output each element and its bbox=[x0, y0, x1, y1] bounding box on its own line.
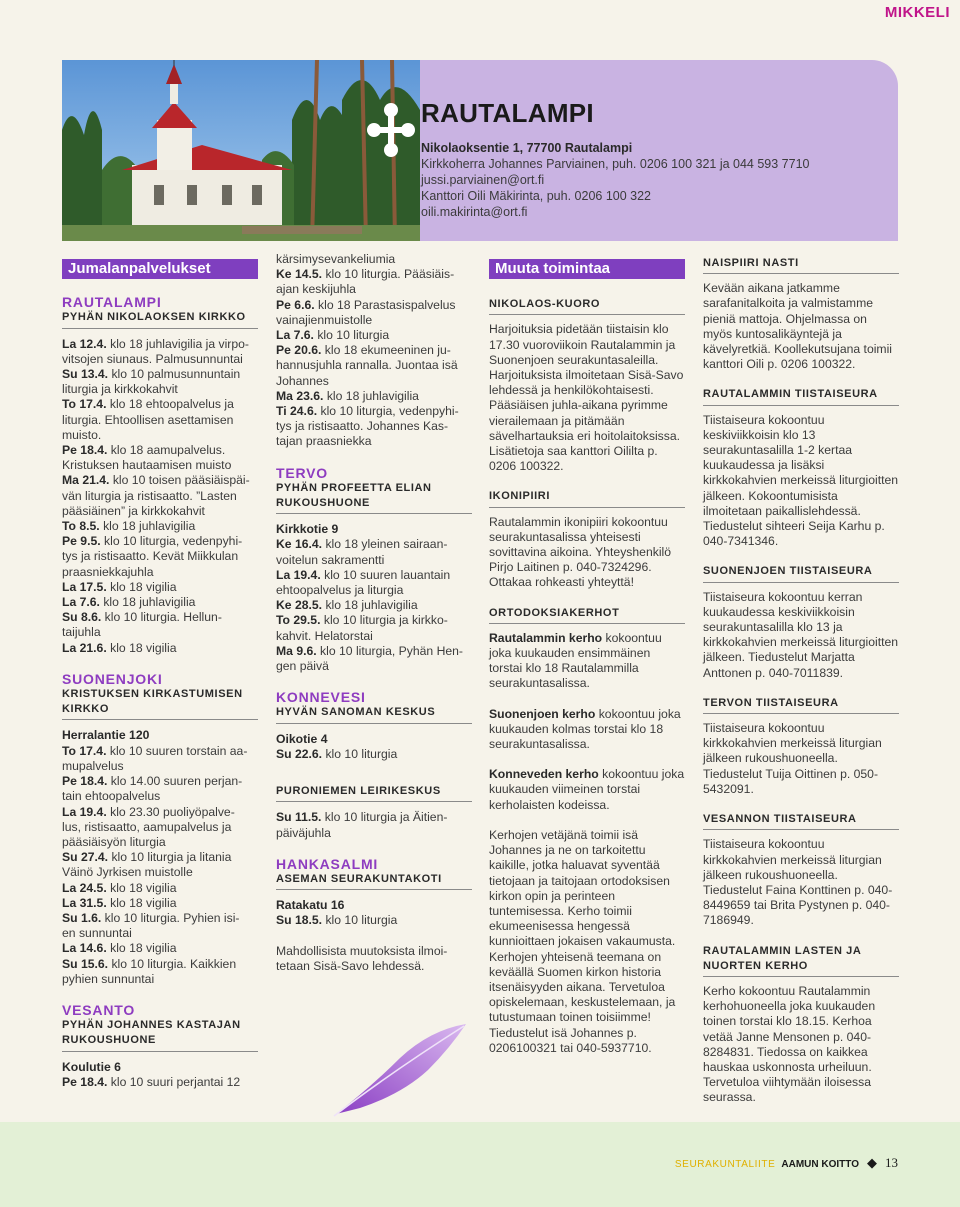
schedule-text: en sunnuntai bbox=[62, 926, 132, 941]
schedule-line bbox=[62, 972, 258, 987]
schedule-text: ajan keskijuhla bbox=[276, 282, 356, 297]
schedule-line bbox=[276, 659, 472, 674]
schedule-line bbox=[276, 282, 472, 297]
box-title-activities: Muuta toimintaa bbox=[489, 259, 685, 279]
club-text: Tiistaiseura kokoontuu keskiviikkoisin klo 13 seurakuntasalilla 1-2 kertaa kuukaudessa ja lisäksi kirkkokahvien merkeissä liturgioitten jälkeen. Kokoontumisista ilmoitetaan paikallislehdessä. Tiedustelut sihteeri Seija Karhu p. 040-7341346. bbox=[703, 412, 899, 549]
schedule-text: päiväjuhla bbox=[276, 825, 331, 840]
schedule-date: Pe 6.6. bbox=[276, 297, 315, 312]
header-line: Kirkkoherra Johannes Parviainen, puh. 0206 100 321 ja 044 593 7710 bbox=[421, 157, 810, 171]
schedule-date: Su 11.5. bbox=[276, 810, 322, 825]
schedule-line bbox=[62, 820, 258, 835]
activity-paragraph bbox=[489, 515, 685, 591]
schedule-line bbox=[62, 957, 258, 972]
schedule-text: klo 18 juhlavigilia bbox=[322, 598, 418, 613]
region-label: MIKKELI bbox=[884, 4, 950, 21]
schedule-date: La 24.5. bbox=[62, 880, 107, 895]
schedule-date: Pe 9.5. bbox=[62, 534, 101, 549]
header-line: oili.makirinta@ort.fi bbox=[421, 205, 528, 219]
schedule-date: Pe 20.6. bbox=[276, 343, 322, 358]
schedule-line bbox=[276, 629, 472, 644]
schedule-text: voitelun sakramentti bbox=[276, 552, 385, 567]
schedule-text: gen päivä bbox=[276, 659, 329, 674]
schedule-line bbox=[276, 389, 472, 404]
schedule-line bbox=[62, 911, 258, 926]
schedule-line bbox=[62, 1075, 258, 1090]
activity-heading: NIKOLAOS-KUORO bbox=[489, 297, 685, 315]
schedule-text: klo 10 liturgia. Pääsiäis- bbox=[322, 267, 455, 282]
schedule-line bbox=[62, 580, 258, 595]
schedule-text: klo 10 liturgia. Hellun- bbox=[101, 610, 222, 625]
schedule-date: To 17.4. bbox=[62, 743, 107, 758]
schedule-line bbox=[276, 328, 472, 343]
schedule-date: Su 1.6. bbox=[62, 910, 102, 925]
schedule-line bbox=[62, 641, 258, 656]
schedule-line bbox=[276, 419, 472, 434]
header-title: RAUTALAMPI bbox=[421, 98, 594, 128]
schedule-line bbox=[62, 835, 258, 850]
schedule-date: To 17.4. bbox=[62, 397, 107, 412]
schedule-line bbox=[276, 568, 472, 583]
section-venue: PURONIEMEN LEIRIKESKUS bbox=[276, 784, 472, 802]
box-title-services: Jumalanpalvelukset bbox=[62, 259, 258, 279]
schedule-text: klo 10 suuri perjantai 12 bbox=[107, 1074, 241, 1089]
schedule-line bbox=[276, 313, 472, 328]
activity-group: Konneveden kerho bbox=[489, 767, 599, 782]
schedule-line bbox=[62, 473, 258, 488]
schedule-text: klo 18 vigilia bbox=[106, 895, 177, 910]
schedule-text: klo 18 vigilia bbox=[106, 579, 177, 594]
schedule-text: tetaan Sisä-Savo lehdessä. bbox=[276, 958, 425, 973]
schedule-date: Su 13.4. bbox=[62, 367, 109, 382]
schedule-line bbox=[276, 553, 472, 568]
schedule-line bbox=[276, 358, 472, 373]
schedule-text: pyhien sunnuntai bbox=[62, 971, 155, 986]
schedule-text: klo 10 liturgia. Pyhien isi- bbox=[101, 910, 240, 925]
schedule-text: klo 18 juhlavigilia bbox=[99, 595, 196, 610]
schedule-date: La 31.5. bbox=[62, 895, 107, 910]
schedule-line bbox=[62, 337, 258, 352]
schedule-line bbox=[62, 805, 258, 820]
schedule-date: Su 8.6. bbox=[62, 610, 102, 625]
section-spacer bbox=[276, 762, 472, 784]
schedule-text: liturgia ja kirkkokahvit bbox=[62, 382, 178, 397]
schedule-date: Ma 23.6. bbox=[276, 388, 324, 403]
column-services bbox=[62, 252, 258, 1090]
activity-heading: ORTODOKSIAKERHOT bbox=[489, 606, 685, 624]
schedule-line bbox=[276, 613, 472, 628]
section-title: HANKASALMI bbox=[276, 855, 379, 872]
footer-text bbox=[675, 1155, 898, 1171]
header-line: Nikolaoksentie 1, 77700 Rautalampi bbox=[421, 141, 633, 155]
schedule-line bbox=[62, 850, 258, 865]
schedule-line bbox=[276, 343, 472, 358]
activity-text: Rautalammin ikonipiiri kokoontuu seurakuntasalissa yhteisesti sovittavina aikoina. Yhteyshenkilö Pirjo Laitinen p. 040-7324296. Ottakaa rohkeasti yhteyttä! bbox=[489, 514, 672, 590]
schedule-line bbox=[276, 644, 472, 659]
schedule-date: Ma 21.4. bbox=[62, 473, 110, 488]
schedule-text: klo 18 vigilia bbox=[106, 880, 177, 895]
schedule-text: taijuhla bbox=[62, 625, 101, 640]
activity-text: kokoontuu joka kuukauden ensimmäinen torstai klo 18 Rautalammilla seurakuntasalissa. bbox=[489, 630, 662, 691]
schedule-line bbox=[276, 929, 472, 944]
schedule-text: tajan praasniekka bbox=[276, 434, 372, 449]
schedule-line bbox=[276, 598, 472, 613]
schedule-line bbox=[62, 565, 258, 580]
schedule-line bbox=[62, 534, 258, 549]
club-text: Tiistaiseura kokoontuu kirkkokahvien merkeissä liturgian jälkeen rukoushuoneella. Tiedustelut Faina Konttinen p. 040-8449659 tai Brita Pystynen p. 040-7186949. bbox=[703, 837, 893, 928]
activity-paragraph bbox=[489, 828, 685, 1056]
club-heading: VESANNON TIISTAISEURA bbox=[703, 812, 899, 830]
schedule-text: mupalvelus bbox=[62, 758, 124, 773]
schedule-text: klo 10 suuren lauantain bbox=[320, 567, 451, 582]
schedule-text: klo 10 liturgia, vedenpyhi- bbox=[317, 404, 459, 419]
schedule-line bbox=[62, 549, 258, 564]
schedule-line bbox=[62, 397, 258, 412]
schedule-line bbox=[62, 744, 258, 759]
section-venue: PYHÄN JOHANNES KASTAJAN RUKOUSHUONE bbox=[62, 1018, 258, 1051]
schedule-line bbox=[276, 252, 472, 267]
header-line: jussi.parviainen@ort.fi bbox=[421, 173, 545, 187]
schedule-line bbox=[62, 896, 258, 911]
activity-paragraph bbox=[489, 767, 685, 813]
club-heading: RAUTALAMMIN LASTEN JA NUORTEN KERHO bbox=[703, 944, 899, 977]
schedule-text: vän liturgia ja ristisaatto. ”Lasten bbox=[62, 488, 237, 503]
schedule-date: Su 15.6. bbox=[62, 956, 109, 971]
schedule-text: kärsimysevankeliumia bbox=[276, 252, 396, 266]
section-venue: PYHÄN PROFEETTA ELIAN RUKOUSHUONE bbox=[276, 481, 472, 514]
footer-brand: AAMUN KOITTO bbox=[781, 1159, 859, 1170]
section-venue: HYVÄN SANOMAN KESKUS bbox=[276, 705, 472, 723]
schedule-line bbox=[62, 413, 258, 428]
schedule-text: ehtoopalvelus ja liturgia bbox=[276, 583, 404, 598]
schedule-text: klo 10 palmusunnuntain bbox=[108, 367, 241, 382]
club-text: Tiistaiseura kokoontuu kerran kuukaudessa keskiviikkoisin seurakuntasalilla klo 13 ja kirkkokahvien merkeissä liturgioitten jälkeen. Tiedustelut Marjatta Anttonen p. 040-7011839. bbox=[703, 589, 899, 680]
activity-group: Suonenjoen kerho bbox=[489, 706, 596, 721]
schedule-line bbox=[62, 489, 258, 504]
schedule-line bbox=[62, 625, 258, 640]
schedule-text: klo 18 vigilia bbox=[106, 640, 177, 655]
schedule-text: klo 18 juhlavigilia bbox=[323, 388, 419, 403]
schedule-text: pääsiäisyön liturgia bbox=[62, 834, 166, 849]
club-text: Kevään aikana jatkamme sarafanitalkoita ja valmistamme pieniä mattoja. Ohjelmassa on myös kuntosalikäyntejä ja kävelyretkiä. Koollekutsujana toimii kanttori Oili p. 0206 100322. bbox=[703, 281, 892, 372]
orthodox-cross-icon bbox=[364, 100, 418, 160]
section-venue: ASEMAN SEURAKUNTAKOTI bbox=[276, 872, 472, 890]
activity-heading: IKONIPIIRI bbox=[489, 489, 685, 507]
schedule-line bbox=[62, 595, 258, 610]
schedule-text: muisto. bbox=[62, 427, 102, 442]
schedule-date: La 19.4. bbox=[276, 567, 321, 582]
schedule-text: Mahdollisista muutoksista ilmoi- bbox=[276, 943, 448, 958]
activity-paragraph bbox=[489, 322, 685, 474]
schedule-text: Kristuksen hautaamisen muisto bbox=[62, 458, 232, 473]
schedule-text: Johannes bbox=[276, 373, 329, 388]
schedule-date: Ke 14.5. bbox=[276, 267, 323, 282]
schedule-line bbox=[276, 944, 472, 959]
section-address: Oikotie 4 bbox=[276, 731, 328, 746]
schedule-text: klo 10 suuren torstain aa- bbox=[106, 743, 248, 758]
schedule-date: Pe 18.4. bbox=[62, 443, 108, 458]
schedule-line bbox=[276, 959, 472, 974]
schedule-text: lus, ristisaatto, aamupalvelus ja bbox=[62, 819, 232, 834]
activity-text: kokoontuu joka kuukauden viimeinen torstai kerholaisten kodeissa. bbox=[489, 767, 685, 812]
schedule-date: La 14.6. bbox=[62, 941, 107, 956]
schedule-text bbox=[276, 929, 279, 943]
schedule-line bbox=[62, 458, 258, 473]
schedule-line bbox=[62, 504, 258, 519]
schedule-date: Su 22.6. bbox=[276, 746, 323, 761]
schedule-line bbox=[62, 926, 258, 941]
schedule-text: klo 10 liturgia, Pyhän Hen- bbox=[316, 643, 463, 658]
footer-label: SEURAKUNTALIITE bbox=[674, 1159, 776, 1170]
schedule-date: Su 27.4. bbox=[62, 850, 109, 865]
schedule-line bbox=[62, 352, 258, 367]
schedule-date: La 17.5. bbox=[62, 579, 107, 594]
schedule-text: klo 10 liturgia bbox=[322, 746, 398, 761]
schedule-text: klo 10 liturgia ja litania bbox=[108, 850, 232, 865]
schedule-line bbox=[62, 367, 258, 382]
schedule-line bbox=[62, 382, 258, 397]
schedule-line bbox=[276, 404, 472, 419]
schedule-date: Ke 16.4. bbox=[276, 537, 323, 552]
schedule-text: klo 18 ehtoopalvelus ja bbox=[106, 397, 234, 412]
schedule-text: klo 18 vigilia bbox=[106, 941, 177, 956]
schedule-date: Ti 24.6. bbox=[276, 404, 318, 419]
schedule-line bbox=[276, 583, 472, 598]
schedule-text: pääsiäinen” ja kirkkokahvit bbox=[62, 503, 205, 518]
activity-text: Harjoituksia pidetään tiistaisin klo 17.30 vuoroviikoin Rautalammin ja Suonenjoen seurakuntasaleilla. Harjoituksista ilmoitetaan Sisä-Savo lehdessä ja henkilökohtaisesti. Pääsiäisen juhla-aikana pyrimme vierailemaan ja pitämään sävelhartauksia eri hoitolaitoksissa. Lisätietoja saa kanttori Oililta p. 0206 100322. bbox=[489, 322, 684, 474]
schedule-date: La 12.4. bbox=[62, 336, 107, 351]
schedule-date: Ke 28.5. bbox=[276, 598, 323, 613]
page-number: 13 bbox=[885, 1155, 898, 1170]
column-clubs bbox=[703, 252, 899, 1121]
section-address: Koulutie 6 bbox=[62, 1059, 121, 1074]
schedule-text: klo 18 Parastasispalvelus bbox=[314, 297, 456, 312]
club-text: Kerho kokoontuu Rautalammin kerhohuoneella joka kuukauden toinen torstai klo 18.15. Kerhoa vetää Janne Mensonen p. 040-8284831. Tiedossa on kaikkea hauskaa uskonnosta urheiluun. Tervetuloa viihtymään iloisessa seurassa. bbox=[703, 983, 876, 1105]
schedule-text: klo 18 ekumeeninen ju- bbox=[321, 343, 451, 358]
schedule-line bbox=[62, 759, 258, 774]
schedule-text: klo 10 toisen pääsiäispäi- bbox=[109, 473, 250, 488]
schedule-text: tain ehtoopalvelus bbox=[62, 789, 161, 804]
section-address: Ratakatu 16 bbox=[276, 898, 345, 913]
schedule-text: tys ja ristisaatto. Johannes Kas- bbox=[276, 419, 449, 434]
column-services-cont bbox=[276, 252, 472, 974]
schedule-line bbox=[62, 865, 258, 880]
section-title: KONNEVESI bbox=[276, 689, 366, 706]
header-line: Kanttori Oili Mäkirinta, puh. 0206 100 322 bbox=[421, 189, 651, 203]
schedule-text: kahvit. Helatorstai bbox=[276, 628, 373, 643]
schedule-date: Pe 18.4. bbox=[62, 774, 108, 789]
club-heading: TERVON TIISTAISEURA bbox=[703, 696, 899, 714]
schedule-line bbox=[276, 826, 472, 841]
section-address: Herralantie 120 bbox=[62, 728, 150, 743]
activity-paragraph bbox=[489, 707, 685, 753]
schedule-text: klo 10 liturgia ja Äitien- bbox=[321, 810, 448, 825]
schedule-text: Väinö Jyrkisen muistolle bbox=[62, 865, 193, 880]
schedule-line bbox=[62, 941, 258, 956]
schedule-text: klo 10 liturgia bbox=[322, 913, 398, 928]
diamond-icon: ◆ bbox=[867, 1155, 877, 1170]
schedule-text: klo 18 juhlavigilia bbox=[99, 519, 196, 534]
activity-group: Rautalammin kerho bbox=[489, 630, 603, 645]
schedule-date: La 19.4. bbox=[62, 804, 107, 819]
schedule-date: La 21.6. bbox=[62, 640, 107, 655]
section-venue: KRISTUKSEN KIRKASTUMISEN KIRKKO bbox=[62, 687, 258, 720]
schedule-line bbox=[62, 789, 258, 804]
schedule-line bbox=[62, 428, 258, 443]
club-text: Tiistaiseura kokoontuu kirkkokahvien merkeissä liturgian jälkeen rukoushuoneella. Tiedustelut Tuija Oittinen p. 050-5432091. bbox=[703, 721, 882, 796]
schedule-text: klo 10 liturgia. Kaikkien bbox=[108, 956, 237, 971]
schedule-date: To 29.5. bbox=[276, 613, 321, 628]
schedule-date: To 8.5. bbox=[62, 519, 100, 534]
section-title: VESANTO bbox=[62, 1001, 136, 1018]
schedule-text: klo 18 juhlavigilia ja virpo- bbox=[106, 336, 249, 351]
schedule-line bbox=[276, 434, 472, 449]
schedule-line bbox=[276, 298, 472, 313]
schedule-line bbox=[62, 881, 258, 896]
club-heading: NAISPIIRI NASTI bbox=[703, 256, 899, 274]
section-title: SUONENJOKI bbox=[62, 670, 163, 687]
activity-text: kokoontuu joka kuukauden kolmas torstai klo 18 seurakuntasalissa. bbox=[489, 706, 681, 752]
activity-paragraph bbox=[489, 631, 685, 692]
schedule-text: klo 10 liturgia ja kirkko- bbox=[320, 613, 448, 628]
schedule-text: liturgia. Ehtoollisen asettamisen bbox=[62, 412, 234, 427]
schedule-text: vitsojen siunaus. Palmusunnuntai bbox=[62, 351, 243, 366]
schedule-text: klo 18 aamupalvelus. bbox=[107, 443, 226, 458]
section-title: TERVO bbox=[276, 464, 328, 481]
schedule-line bbox=[62, 610, 258, 625]
schedule-line bbox=[276, 747, 472, 762]
schedule-text: klo 18 yleinen sairaan- bbox=[322, 537, 448, 552]
section-venue: PYHÄN NIKOLAOKSEN KIRKKO bbox=[62, 310, 258, 328]
schedule-date: Su 18.5. bbox=[276, 913, 323, 928]
schedule-date: La 7.6. bbox=[62, 595, 100, 610]
section-address: Kirkkotie 9 bbox=[276, 522, 339, 537]
schedule-date: Ma 9.6. bbox=[276, 643, 317, 658]
schedule-line bbox=[62, 519, 258, 534]
schedule-date: Pe 18.4. bbox=[62, 1074, 108, 1089]
club-heading: SUONENJOEN TIISTAISEURA bbox=[703, 564, 899, 582]
schedule-line bbox=[62, 774, 258, 789]
top-bar bbox=[0, 0, 960, 24]
schedule-line bbox=[276, 374, 472, 389]
club-heading: RAUTALAMMIN TIISTAISEURA bbox=[703, 387, 899, 405]
schedule-text: tys ja ristisaatto. Kevät Miikkulan bbox=[62, 549, 239, 564]
schedule-text: klo 10 liturgia, vedenpyhi- bbox=[100, 534, 243, 549]
section-title: RAUTALAMPI bbox=[62, 294, 162, 311]
schedule-line bbox=[276, 267, 472, 282]
schedule-date: La 7.6. bbox=[276, 328, 314, 343]
schedule-line bbox=[276, 913, 472, 928]
column-activities bbox=[489, 252, 685, 1071]
schedule-text: klo 10 liturgia bbox=[313, 328, 390, 343]
schedule-text: klo 14.00 suuren perjan- bbox=[107, 774, 243, 789]
schedule-text: vainajienmuistolle bbox=[276, 312, 373, 327]
feather-decoration bbox=[330, 1018, 472, 1118]
schedule-text: praasniekkajuhla bbox=[62, 564, 154, 579]
schedule-text: hannusjuhla rannalla. Juontaa isä bbox=[276, 358, 458, 373]
activity-text: Kerhojen vetäjänä toimii isä Johannes ja ne on tarkoitettu kaikille, jotka haluavat syventää tietojaan ja taitojaan ortodoksisen kirkon opin ja perinteen tuntemisessa. Kerho toimii ekumeenisessa hengessä kunnioittaen jokaisen vakaumusta. Kerhojen yhteisenä teemana on keväällä Suomen kirkon historia itsenäisyyden aikana. Tervetuloa opiskelemaan, keskustelemaan, ja tutustumaan toinen toisiimme! Tiedustelut isä Johannes p. 0206100321 tai 040-5937710. bbox=[489, 827, 676, 1055]
schedule-line bbox=[276, 537, 472, 552]
schedule-text: klo 23.30 puoliyöpalve- bbox=[106, 804, 235, 819]
schedule-line bbox=[62, 443, 258, 458]
schedule-line bbox=[276, 810, 472, 825]
